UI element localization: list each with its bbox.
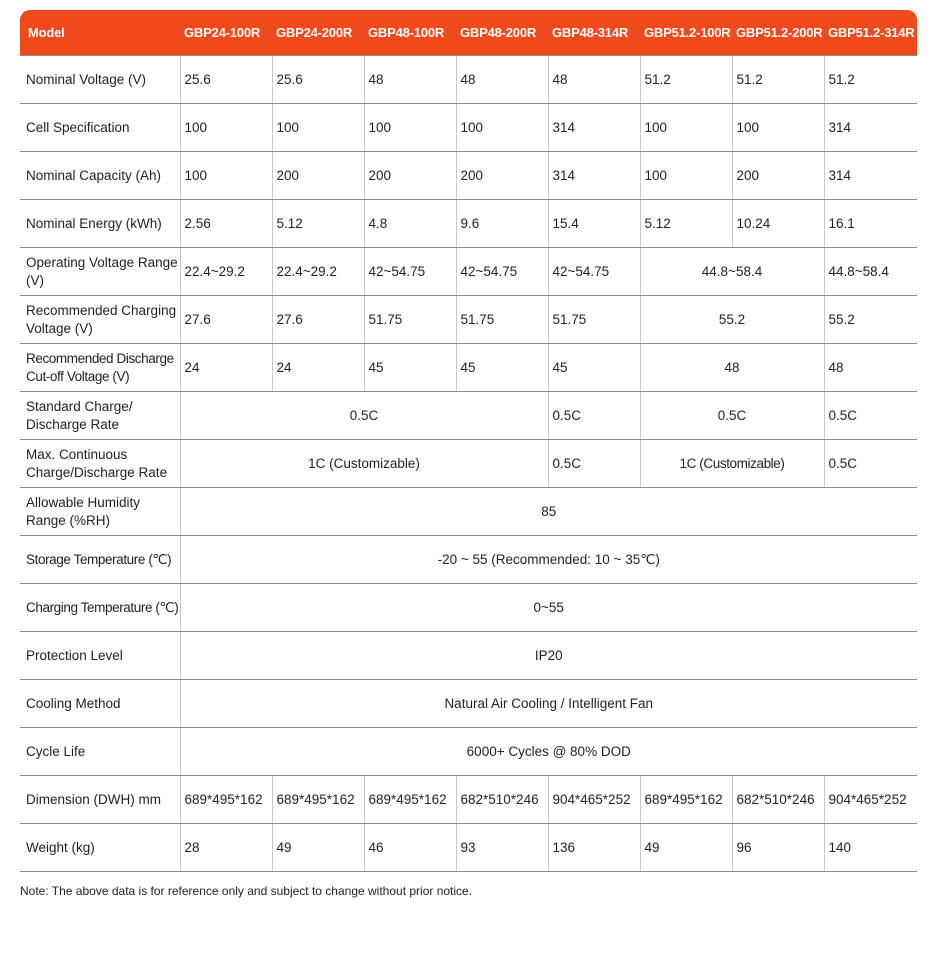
row-label: Allowable Humidity Range (%RH) [20,488,180,536]
row-label: Recommended Charging Voltage (V) [20,296,180,344]
table-cell: 0.5C [548,440,640,488]
table-cell: 2.56 [180,200,272,248]
table-cell: 51.2 [824,56,917,104]
table-cell: 100 [732,104,824,152]
table-cell: 6000+ Cycles @ 80% DOD [180,728,917,776]
table-cell: 682*510*246 [456,776,548,824]
spec-table [20,10,917,872]
table-cell: 314 [548,152,640,200]
table-cell: 140 [824,824,917,872]
table-cell: 51.75 [364,296,456,344]
table-cell: 200 [456,152,548,200]
table-cell: 10.24 [732,200,824,248]
table-row [20,344,917,392]
table-cell: 0.5C [824,392,917,440]
table-cell: 27.6 [180,296,272,344]
table-cell: 689*495*162 [180,776,272,824]
row-label: Charging Temperature (℃) [20,584,180,632]
table-cell: 48 [364,56,456,104]
table-cell: 100 [272,104,364,152]
row-label: Max. Continuous Charge/Discharge Rate [20,440,180,488]
table-row [20,824,917,872]
table-cell: 51.75 [548,296,640,344]
header-model-4: GBP48-314R [548,10,640,56]
table-cell: IP20 [180,632,917,680]
table-cell: 25.6 [272,56,364,104]
table-cell: 42~54.75 [548,248,640,296]
header-model-0: GBP24-100R [180,10,272,56]
table-cell: 44.8~58.4 [640,248,824,296]
row-label: Protection Level [20,632,180,680]
row-label: Weight (kg) [20,824,180,872]
header-model-7: GBP51.2-314R [824,10,917,56]
table-cell: 49 [640,824,732,872]
table-cell: 55.2 [824,296,917,344]
table-cell: 314 [548,104,640,152]
table-row [20,728,917,776]
table-cell: 1C (Customizable) [640,440,824,488]
table-cell: 314 [824,152,917,200]
table-cell: 314 [824,104,917,152]
header-model-6: GBP51.2-200R [732,10,824,56]
table-cell: 48 [548,56,640,104]
table-cell: 136 [548,824,640,872]
table-row [20,104,917,152]
table-cell: 100 [180,152,272,200]
table-row [20,248,917,296]
table-cell: 904*465*252 [548,776,640,824]
row-label: Operating Voltage Range (V) [20,248,180,296]
table-cell: 48 [824,344,917,392]
header-model-3: GBP48-200R [456,10,548,56]
table-cell: 0.5C [640,392,824,440]
table-cell: 27.6 [272,296,364,344]
row-label: Nominal Energy (kWh) [20,200,180,248]
table-cell: 200 [732,152,824,200]
row-label: Dimension (DWH) mm [20,776,180,824]
table-cell: 96 [732,824,824,872]
table-cell: Natural Air Cooling / Intelligent Fan [180,680,917,728]
table-cell: 44.8~58.4 [824,248,917,296]
table-cell: 16.1 [824,200,917,248]
table-cell: 100 [180,104,272,152]
table-cell: 0.5C [180,392,548,440]
row-label: Cycle Life [20,728,180,776]
header-model-5: GBP51.2-100R [640,10,732,56]
table-row [20,632,917,680]
table-cell: 904*465*252 [824,776,917,824]
table-cell: 22.4~29.2 [272,248,364,296]
table-row [20,680,917,728]
header-row [20,10,917,56]
table-cell: 42~54.75 [456,248,548,296]
table-cell: 689*495*162 [640,776,732,824]
table-cell: 25.6 [180,56,272,104]
table-cell: 689*495*162 [364,776,456,824]
table-row [20,776,917,824]
table-row [20,488,917,536]
header-model-2: GBP48-100R [364,10,456,56]
table-cell: 24 [180,344,272,392]
table-cell: 9.6 [456,200,548,248]
table-row [20,536,917,584]
table-cell: 28 [180,824,272,872]
table-cell: 22.4~29.2 [180,248,272,296]
table-cell: 42~54.75 [364,248,456,296]
table-cell: 15.4 [548,200,640,248]
table-cell: 48 [640,344,824,392]
table-cell: 4.8 [364,200,456,248]
row-label: Storage Temperature (℃) [20,536,180,584]
header-model-label: Model [20,10,180,56]
row-label: Recommended Discharge Cut-off Voltage (V) [20,344,180,392]
table-row [20,152,917,200]
table-row [20,584,917,632]
table-row [20,200,917,248]
table-cell: 682*510*246 [732,776,824,824]
row-label: Nominal Capacity (Ah) [20,152,180,200]
table-cell: 45 [456,344,548,392]
table-cell: 93 [456,824,548,872]
table-cell: 46 [364,824,456,872]
table-cell: -20 ~ 55 (Recommended: 10 ~ 35℃) [180,536,917,584]
table-cell: 0~55 [180,584,917,632]
table-cell: 200 [272,152,364,200]
table-cell: 100 [640,104,732,152]
table-cell: 689*495*162 [272,776,364,824]
table-cell: 5.12 [272,200,364,248]
table-cell: 51.2 [640,56,732,104]
table-cell: 100 [640,152,732,200]
table-cell: 0.5C [824,440,917,488]
table-header [20,10,917,56]
table-cell: 51.2 [732,56,824,104]
table-cell: 0.5C [548,392,640,440]
footnote: Note: The above data is for reference only and subject to change without prior notice. [20,884,473,898]
row-label: Cell Specification [20,104,180,152]
table-row [20,296,917,344]
table-cell: 51.75 [456,296,548,344]
table-cell: 55.2 [640,296,824,344]
table-row [20,392,917,440]
table-cell: 48 [456,56,548,104]
table-cell: 24 [272,344,364,392]
row-label: Standard Charge/ Discharge Rate [20,392,180,440]
table-cell: 45 [548,344,640,392]
table-cell: 200 [364,152,456,200]
table-cell: 100 [456,104,548,152]
header-model-1: GBP24-200R [272,10,364,56]
table-cell: 45 [364,344,456,392]
table-cell: 5.12 [640,200,732,248]
table-cell: 1C (Customizable) [180,440,548,488]
row-label: Cooling Method [20,680,180,728]
table-row [20,56,917,104]
table-cell: 49 [272,824,364,872]
table-cell: 100 [364,104,456,152]
table-body [20,56,917,872]
row-label: Nominal Voltage (V) [20,56,180,104]
table-cell: 85 [180,488,917,536]
table-row [20,440,917,488]
